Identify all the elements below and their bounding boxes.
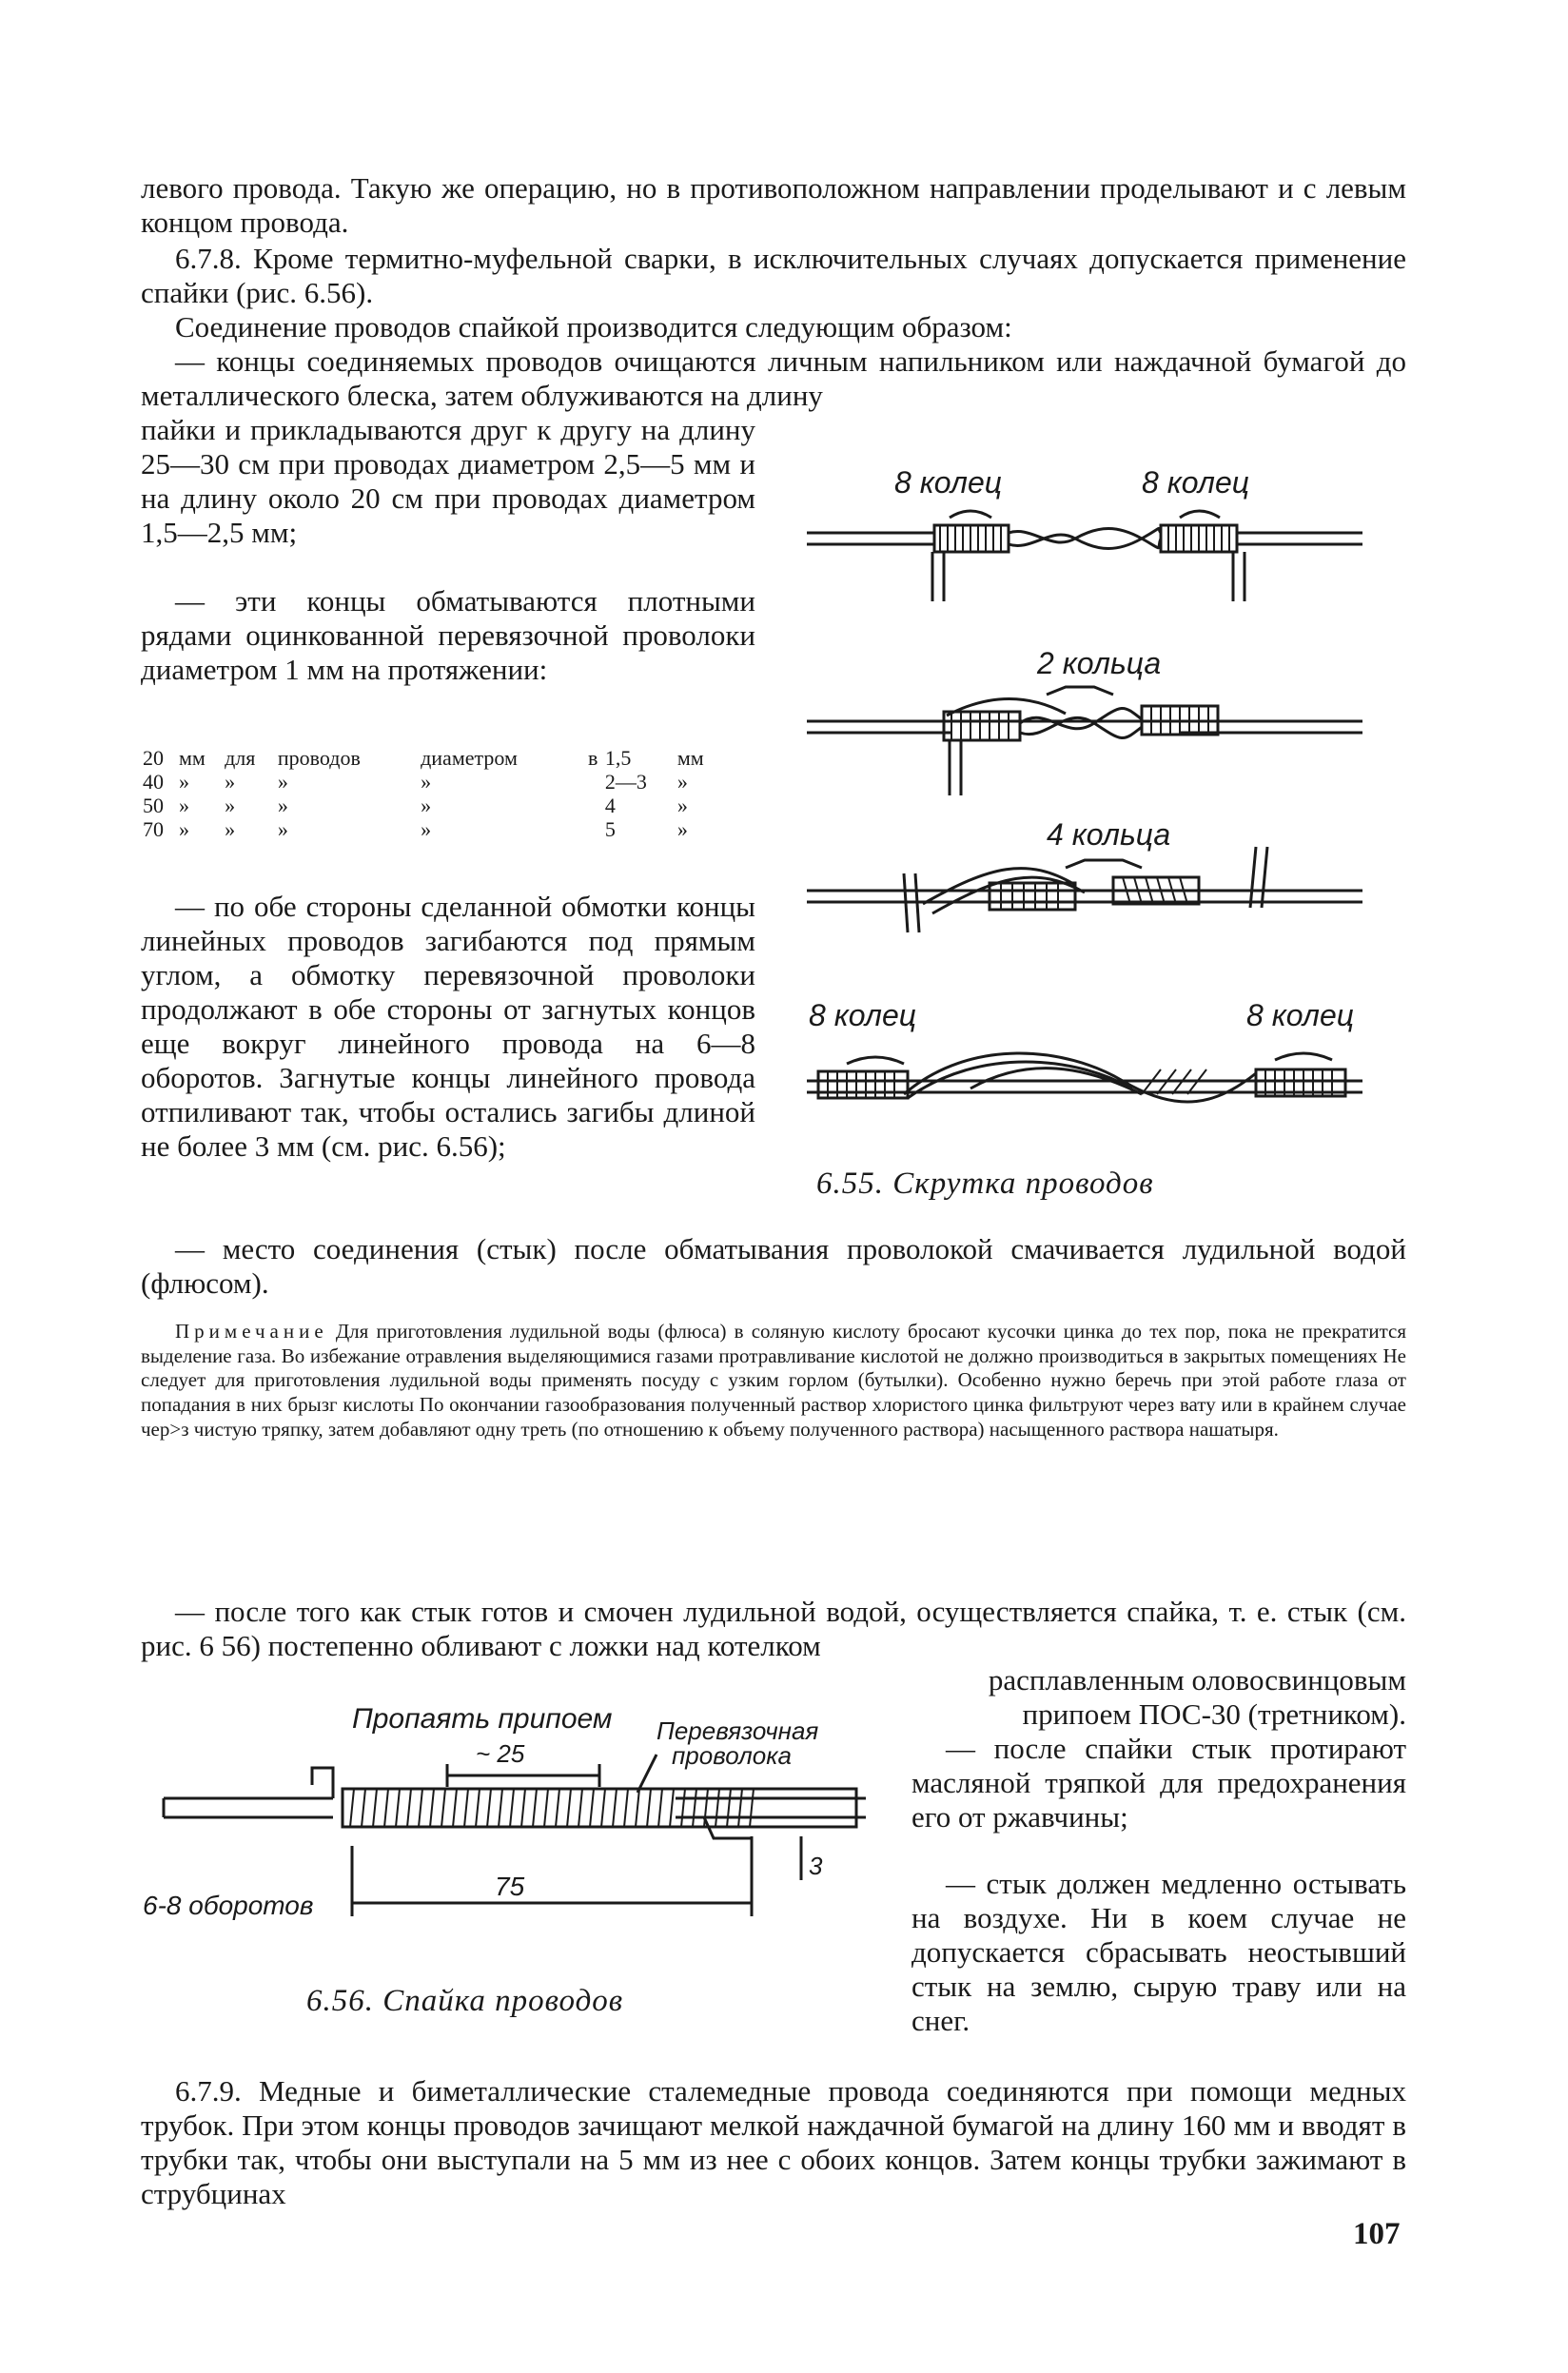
- table-cell: »: [676, 770, 688, 794]
- paragraph-flux: — место соединения (стык) после обматывания проволокой смачивается лудильной водой (флюсом).: [141, 1232, 1406, 1300]
- table-cell: 50: [143, 794, 164, 817]
- table-cell: 5: [604, 817, 616, 841]
- table-cell: 40: [143, 770, 164, 794]
- table-cell: »: [277, 794, 288, 817]
- paragraph-wipe: — после спайки стык протирают масляной тряпкой для предохранения его от ржавчины;: [911, 1732, 1406, 1834]
- table-cell: проводов: [277, 746, 361, 770]
- label-8-rings-bottom-right: 8 колец: [1246, 998, 1355, 1032]
- table-cell: »: [225, 770, 236, 794]
- label-8-rings-right: 8 колец: [1142, 465, 1250, 500]
- note-label: Примечание: [175, 1320, 328, 1343]
- table-cell: »: [277, 770, 288, 794]
- table-cell: [588, 794, 605, 817]
- paragraph-wrap-ends: — эти концы обматываются плотными рядами оцинкованной перевязочной проволоки диаметром 1 мм на протяжении:: [141, 584, 755, 686]
- table-row: [143, 770, 723, 794]
- table-cell: »: [179, 770, 189, 794]
- label-dim-3: 3: [809, 1852, 823, 1880]
- table-cell: »: [225, 794, 236, 817]
- page-number: 107: [1353, 2217, 1401, 2251]
- label-dim-25: ~ 25: [476, 1739, 525, 1768]
- paragraph-solder-alloy: расплавленным оловосвинцовым припоем ПОС-30 (третником).: [988, 1663, 1406, 1731]
- table-cell: »: [225, 817, 236, 841]
- label-tie-wire-1: Перевязочная: [657, 1716, 819, 1745]
- figure-6-55-caption: 6.55. Скрутка проводов: [816, 1167, 1154, 1201]
- table-row: [143, 794, 723, 817]
- table-cell: мм: [676, 746, 704, 770]
- table-row: [143, 746, 723, 770]
- table-cell: »: [421, 794, 432, 817]
- paragraph-clean-ends: — концы соединяемых проводов очищаются личным напильником или наждачной бумагой до металлического блеска, затем облуживаются на длину: [141, 344, 1406, 412]
- paragraph-solder-intro: Соединение проводов спайкой производится следующим образом:: [175, 310, 1012, 343]
- table-cell: 2—3: [604, 770, 647, 794]
- table-cell: 70: [143, 817, 164, 841]
- label-solder-top: Пропаять припоем: [352, 1703, 613, 1735]
- paragraph-soldering: — после того как стык готов и смочен лудильной водой, осуществляется спайка, т. е. стык (см. рис. 6 56) постепенно обливают с ложки над котелком: [141, 1595, 1406, 1662]
- table-cell: 20: [143, 746, 164, 770]
- table-cell: в: [587, 746, 598, 770]
- label-tie-wire-2: проволока: [672, 1741, 792, 1770]
- paragraph-clean-ends-cont: пайки и прикладываются друг к другу на длину 25—30 см при проводах диаметром 2,5—5 мм и на длину около 20 см при проводах диаметром 1,5—2,5 мм;: [141, 413, 755, 549]
- table-cell: »: [676, 817, 688, 841]
- label-8-rings-left: 8 колец: [894, 465, 1003, 500]
- table-cell: »: [179, 794, 189, 817]
- winding-length-table: [143, 746, 723, 841]
- table-cell: »: [277, 817, 288, 841]
- label-4-rings: 4 кольца: [1047, 817, 1171, 852]
- table-row: [143, 817, 723, 841]
- table-cell: мм: [179, 746, 206, 770]
- label-8-rings-bottom-left: 8 колец: [809, 998, 917, 1032]
- paragraph-6-7-9: 6.7.9. Медные и биметаллические сталемедные провода соединяются при помощи медных трубок. При этом концы проводов зачищают мелкой наждачной бумагой на длину 160 мм и вводят в трубки так, чтобы они выступали на 5 мм из нее с обоих концов. Затем концы трубки зажимают в струбцинах: [141, 2074, 1406, 2210]
- paragraph-1: левого провода. Такую же операцию, но в противоположном направлении проделывают и с левым концом провода.: [141, 171, 1406, 239]
- table-cell: »: [421, 817, 432, 841]
- table-cell: 4: [604, 794, 616, 817]
- label-dim-75: 75: [495, 1872, 525, 1901]
- note-block: [141, 1320, 1406, 1442]
- table-cell: диаметром: [421, 746, 518, 770]
- table-cell: [588, 770, 605, 794]
- figure-6-56-solder: [143, 1694, 885, 1941]
- note-text: Для приготовления лудильной воды (флюса) в соляную кислоту бросают кусочки цинка до тех пор, пока не прекратится выделение газа. Во избежание отравления выделяющимися газами протравливание кислотой не должно производиться в закрытых помещениях Не следует для приготовления лудильной воды применять посуду с узким горлом (бутылки). Особенно нужно беречь при этой работе глаза от попадания в них брызг кислоты По окончании газообразования полученный раствор хлористого цинка фильтруют через вату или в крайнем случае чер>з чистую тряпку, затем добавляют одну треть (по отношению к объему полученного раствора) насыщенного раствора нашатыря.: [141, 1320, 1406, 1441]
- label-turns: 6-8 оборотов: [143, 1891, 314, 1920]
- table-cell: »: [421, 770, 432, 794]
- table-cell: 1,5: [604, 746, 632, 770]
- paragraph-cooling: — стык должен медленно остывать на воздухе. Ни в коем случае не допускается сбрасывать неостывший стык на землю, сырую траву или на снег.: [911, 1867, 1406, 2037]
- figure-6-55-wire-twist: [780, 438, 1408, 1227]
- table-cell: »: [676, 794, 688, 817]
- table-cell: для: [225, 746, 256, 770]
- paragraph-bend-ends: — по обе стороны сделанной обмотки концы линейных проводов загибаются под прямым углом, а обмотку перевязочной проволоки продолжают в обе стороны от загнутых концов еще вокруг линейного провода на 6—8 оборотов. Загнутые концы линейного провода отпиливают так, чтобы остались загибы длиной не более 3 мм (см. рис. 6.56);: [141, 890, 755, 1163]
- table-cell: »: [179, 817, 189, 841]
- table-cell: [588, 817, 605, 841]
- figure-6-56-caption: 6.56. Спайка проводов: [306, 1984, 624, 2018]
- paragraph-6-7-8: 6.7.8. Кроме термитно-муфельной сварки, в исключительных случаях допускается применение спайки (рис. 6.56).: [141, 242, 1406, 309]
- label-2-rings: 2 кольца: [1037, 646, 1162, 680]
